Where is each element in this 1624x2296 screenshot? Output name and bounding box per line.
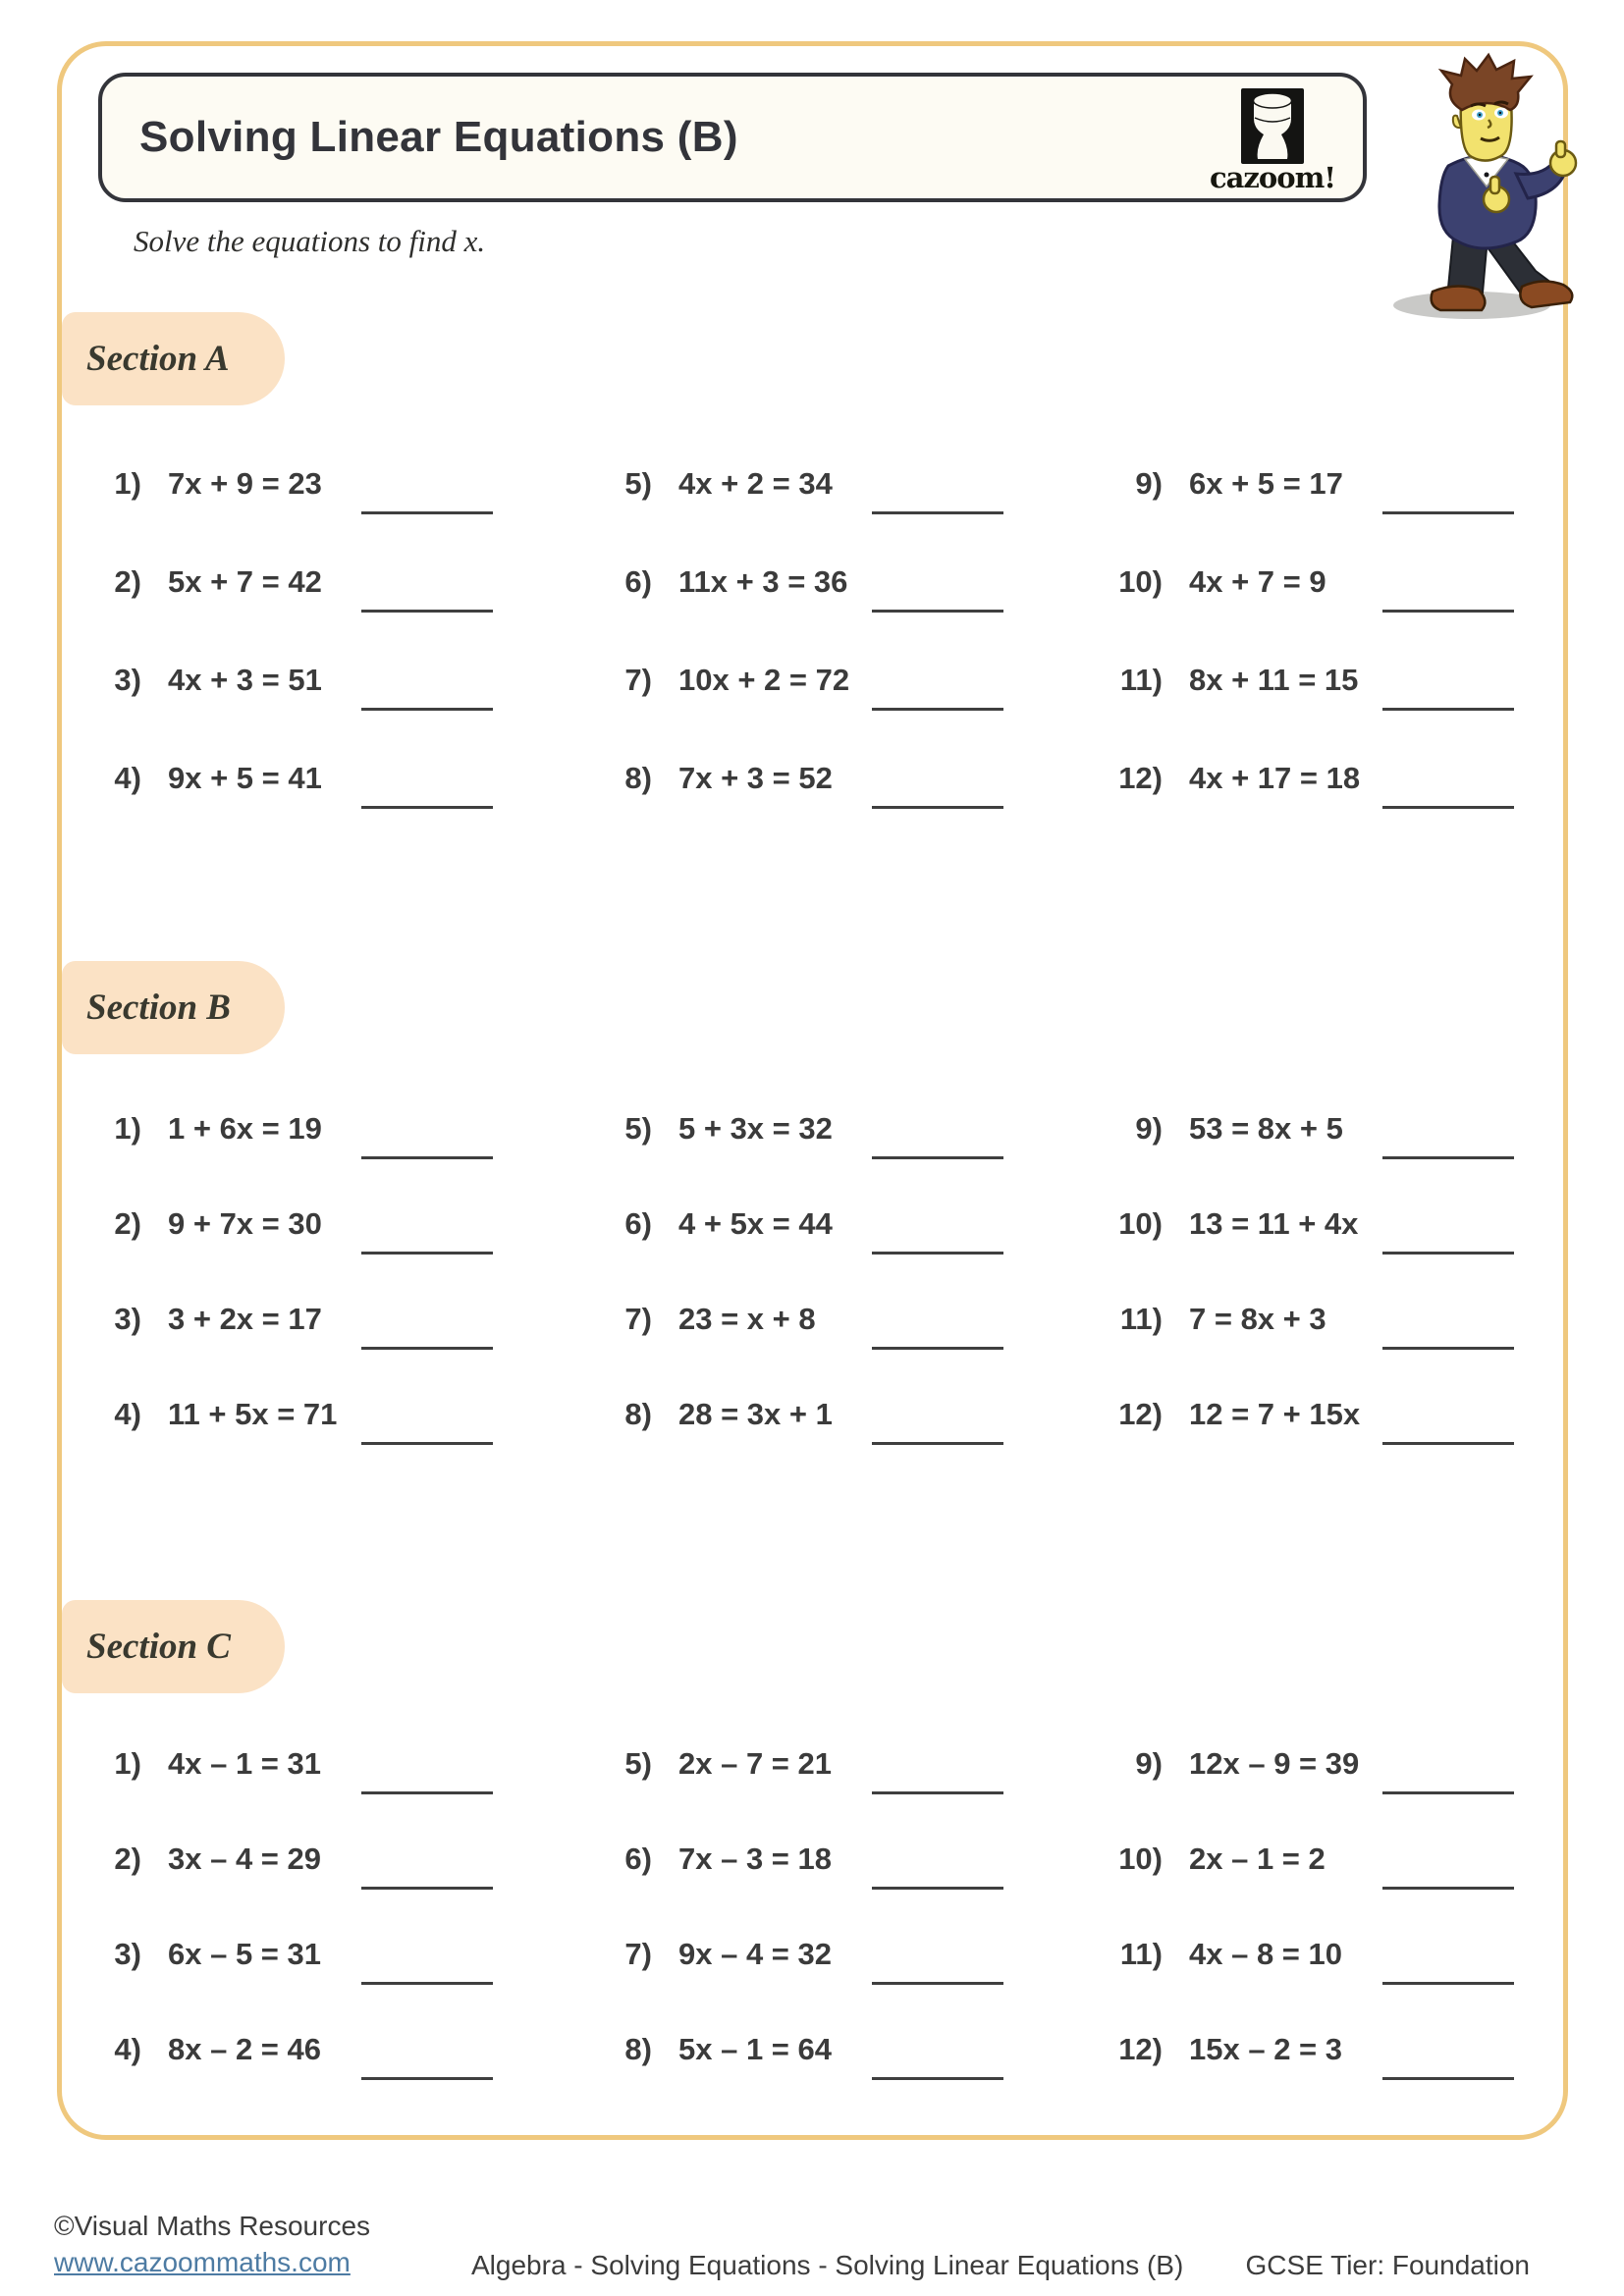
page-title: Solving Linear Equations (B) xyxy=(139,113,738,161)
section-c-label: Section C xyxy=(62,1600,285,1693)
equation-item xyxy=(86,738,597,836)
equation-item xyxy=(597,1374,1108,1469)
equation: 3 + 2x = 17 xyxy=(168,1302,322,1336)
question-number: 5) xyxy=(624,1111,652,1146)
equation: 8x – 2 = 46 xyxy=(168,2032,321,2066)
equation-item xyxy=(1108,1914,1549,2009)
djembe-drum-icon xyxy=(1241,88,1304,164)
answer-blank-line[interactable] xyxy=(361,1887,493,1890)
equation: 4x – 8 = 10 xyxy=(1189,1937,1342,1971)
question-number: 4) xyxy=(114,761,141,795)
equation-item xyxy=(1108,640,1549,738)
question-number: 3) xyxy=(114,663,141,697)
equation: 53 = 8x + 5 xyxy=(1189,1111,1343,1146)
answer-blank-line[interactable] xyxy=(1382,2077,1514,2080)
question-number: 1) xyxy=(114,1746,141,1781)
answer-blank-line[interactable] xyxy=(872,1791,1003,1794)
equation: 9x – 4 = 32 xyxy=(678,1937,832,1971)
equation: 2x – 7 = 21 xyxy=(678,1746,832,1781)
equation-item xyxy=(597,1914,1108,2009)
answer-blank-line[interactable] xyxy=(361,1791,493,1794)
question-number: 12) xyxy=(1118,1397,1163,1431)
answer-blank-line[interactable] xyxy=(361,1442,493,1445)
equation: 4x – 1 = 31 xyxy=(168,1746,321,1781)
answer-blank-line[interactable] xyxy=(361,511,493,514)
answer-blank-line[interactable] xyxy=(361,708,493,711)
answer-blank-line[interactable] xyxy=(872,806,1003,809)
equation: 4x + 17 = 18 xyxy=(1189,761,1361,795)
answer-blank-line[interactable] xyxy=(1382,708,1514,711)
question-number: 3) xyxy=(114,1302,141,1336)
question-number: 3) xyxy=(114,1937,141,1971)
question-number: 7) xyxy=(624,1937,652,1971)
equation: 4 + 5x = 44 xyxy=(678,1206,833,1241)
answer-blank-line[interactable] xyxy=(872,1347,1003,1350)
equation-item xyxy=(86,1184,597,1279)
equation: 28 = 3x + 1 xyxy=(678,1397,833,1431)
equation-item xyxy=(86,1279,597,1374)
equation-item xyxy=(1108,1374,1549,1469)
equation-item xyxy=(597,640,1108,738)
equation-item xyxy=(86,1374,597,1469)
equation: 5 + 3x = 32 xyxy=(678,1111,833,1146)
question-number: 1) xyxy=(114,1111,141,1146)
equation: 1 + 6x = 19 xyxy=(168,1111,322,1146)
answer-blank-line[interactable] xyxy=(361,1252,493,1255)
equation: 5x – 1 = 64 xyxy=(678,2032,832,2066)
equation: 4x + 7 = 9 xyxy=(1189,564,1326,599)
answer-blank-line[interactable] xyxy=(1382,1156,1514,1159)
equation-item xyxy=(1108,542,1549,640)
question-number: 4) xyxy=(114,2032,141,2066)
answer-blank-line[interactable] xyxy=(872,511,1003,514)
equation-item xyxy=(597,1819,1108,1914)
question-number: 8) xyxy=(624,2032,652,2066)
equation: 13 = 11 + 4x xyxy=(1189,1206,1359,1241)
question-number: 4) xyxy=(114,1397,141,1431)
question-number: 6) xyxy=(624,1206,652,1241)
equation: 9 + 7x = 30 xyxy=(168,1206,322,1241)
mascot-boy-thumbs-up-illustration xyxy=(1371,49,1601,329)
equation: 7x + 3 = 52 xyxy=(678,761,833,795)
instruction-text: Solve the equations to find x. xyxy=(134,224,486,258)
equation-item xyxy=(86,1914,597,2009)
equation: 2x – 1 = 2 xyxy=(1189,1842,1326,1876)
cazoom-logo-text: cazoom! xyxy=(1209,161,1336,194)
equation: 12 = 7 + 15x xyxy=(1189,1397,1361,1431)
answer-blank-line[interactable] xyxy=(361,610,493,613)
question-number: 11) xyxy=(1119,663,1163,697)
equation: 5x + 7 = 42 xyxy=(168,564,322,599)
question-number: 9) xyxy=(1135,1746,1163,1781)
equation: 11x + 3 = 36 xyxy=(678,564,848,599)
cazoom-logo xyxy=(1206,88,1339,196)
equation: 3x – 4 = 29 xyxy=(168,1842,321,1876)
equation-item xyxy=(86,2009,597,2105)
equation-item xyxy=(597,542,1108,640)
equation: 4x + 3 = 51 xyxy=(168,663,322,697)
equation-item xyxy=(597,1184,1108,1279)
question-number: 12) xyxy=(1118,2032,1163,2066)
footer-breadcrumb: Algebra - Solving Equations - Solving Linear Equations (B) xyxy=(471,2250,1184,2280)
equation-item xyxy=(597,1724,1108,1819)
answer-blank-line[interactable] xyxy=(872,1252,1003,1255)
question-number: 12) xyxy=(1118,761,1163,795)
question-number: 6) xyxy=(624,564,652,599)
equation-item xyxy=(1108,1089,1549,1184)
answer-blank-line[interactable] xyxy=(1382,511,1514,514)
question-number: 1) xyxy=(114,466,141,501)
answer-blank-line[interactable] xyxy=(1382,1442,1514,1445)
equation: 7x + 9 = 23 xyxy=(168,466,322,501)
question-number: 7) xyxy=(624,663,652,697)
question-number: 10) xyxy=(1118,1842,1163,1876)
answer-blank-line[interactable] xyxy=(872,1156,1003,1159)
equation-item xyxy=(597,1279,1108,1374)
section-a-label: Section A xyxy=(62,312,285,405)
equation-item xyxy=(597,2009,1108,2105)
equation-item xyxy=(597,444,1108,542)
equation-item xyxy=(1108,1279,1549,1374)
question-number: 7) xyxy=(624,1302,652,1336)
equation-item xyxy=(86,444,597,542)
equation: 12x – 9 = 39 xyxy=(1189,1746,1360,1781)
equation: 8x + 11 = 15 xyxy=(1189,663,1359,697)
equation: 9x + 5 = 41 xyxy=(168,761,322,795)
section-a-equations xyxy=(86,444,1549,836)
question-number: 8) xyxy=(624,761,652,795)
footer-copyright: ©Visual Maths Resources xyxy=(54,2211,371,2241)
equation-item xyxy=(86,1724,597,1819)
answer-blank-line[interactable] xyxy=(872,1982,1003,1985)
question-number: 6) xyxy=(624,1842,652,1876)
answer-blank-line[interactable] xyxy=(1382,1791,1514,1794)
section-c-equations xyxy=(86,1724,1549,2105)
equation: 7x – 3 = 18 xyxy=(678,1842,832,1876)
answer-blank-line[interactable] xyxy=(361,806,493,809)
equation-item xyxy=(1108,1724,1549,1819)
section-b-label: Section B xyxy=(62,961,285,1054)
equation-item xyxy=(597,1089,1108,1184)
question-number: 2) xyxy=(114,1842,141,1876)
question-number: 2) xyxy=(114,1206,141,1241)
equation: 7 = 8x + 3 xyxy=(1189,1302,1326,1336)
answer-blank-line[interactable] xyxy=(872,1887,1003,1890)
equation: 6x + 5 = 17 xyxy=(1189,466,1343,501)
question-number: 9) xyxy=(1135,466,1163,501)
question-number: 11) xyxy=(1119,1937,1163,1971)
answer-blank-line[interactable] xyxy=(361,1347,493,1350)
equation-item xyxy=(1108,738,1549,836)
equation-item xyxy=(86,1089,597,1184)
equation: 11 + 5x = 71 xyxy=(168,1397,338,1431)
equation-item xyxy=(1108,1184,1549,1279)
equation-item xyxy=(86,640,597,738)
question-number: 10) xyxy=(1118,1206,1163,1241)
equation-item xyxy=(1108,444,1549,542)
equation-item xyxy=(86,542,597,640)
section-b-equations xyxy=(86,1089,1549,1469)
question-number: 10) xyxy=(1118,564,1163,599)
equation-item xyxy=(86,1819,597,1914)
question-number: 11) xyxy=(1119,1302,1163,1336)
answer-blank-line[interactable] xyxy=(1382,1887,1514,1890)
question-number: 9) xyxy=(1135,1111,1163,1146)
answer-blank-line[interactable] xyxy=(872,610,1003,613)
answer-blank-line[interactable] xyxy=(872,708,1003,711)
answer-blank-line[interactable] xyxy=(361,1156,493,1159)
answer-blank-line[interactable] xyxy=(1382,610,1514,613)
equation: 15x – 2 = 3 xyxy=(1189,2032,1342,2066)
footer-website-link[interactable]: www.cazoommaths.com xyxy=(54,2247,351,2277)
answer-blank-line[interactable] xyxy=(872,2077,1003,2080)
answer-blank-line[interactable] xyxy=(1382,1252,1514,1255)
question-number: 8) xyxy=(624,1397,652,1431)
equation-item xyxy=(1108,2009,1549,2105)
title-box xyxy=(98,73,1367,202)
footer-tier: GCSE Tier: Foundation xyxy=(1245,2250,1530,2280)
answer-blank-line[interactable] xyxy=(1382,1347,1514,1350)
equation: 10x + 2 = 72 xyxy=(678,663,850,697)
answer-blank-line[interactable] xyxy=(1382,806,1514,809)
answer-blank-line[interactable] xyxy=(361,1982,493,1985)
equation: 6x – 5 = 31 xyxy=(168,1937,321,1971)
answer-blank-line[interactable] xyxy=(1382,1982,1514,1985)
equation: 4x + 2 = 34 xyxy=(678,466,833,501)
answer-blank-line[interactable] xyxy=(872,1442,1003,1445)
answer-blank-line[interactable] xyxy=(361,2077,493,2080)
equation-item xyxy=(597,738,1108,836)
question-number: 2) xyxy=(114,564,141,599)
equation-item xyxy=(1108,1819,1549,1914)
question-number: 5) xyxy=(624,466,652,501)
question-number: 5) xyxy=(624,1746,652,1781)
equation: 23 = x + 8 xyxy=(678,1302,816,1336)
